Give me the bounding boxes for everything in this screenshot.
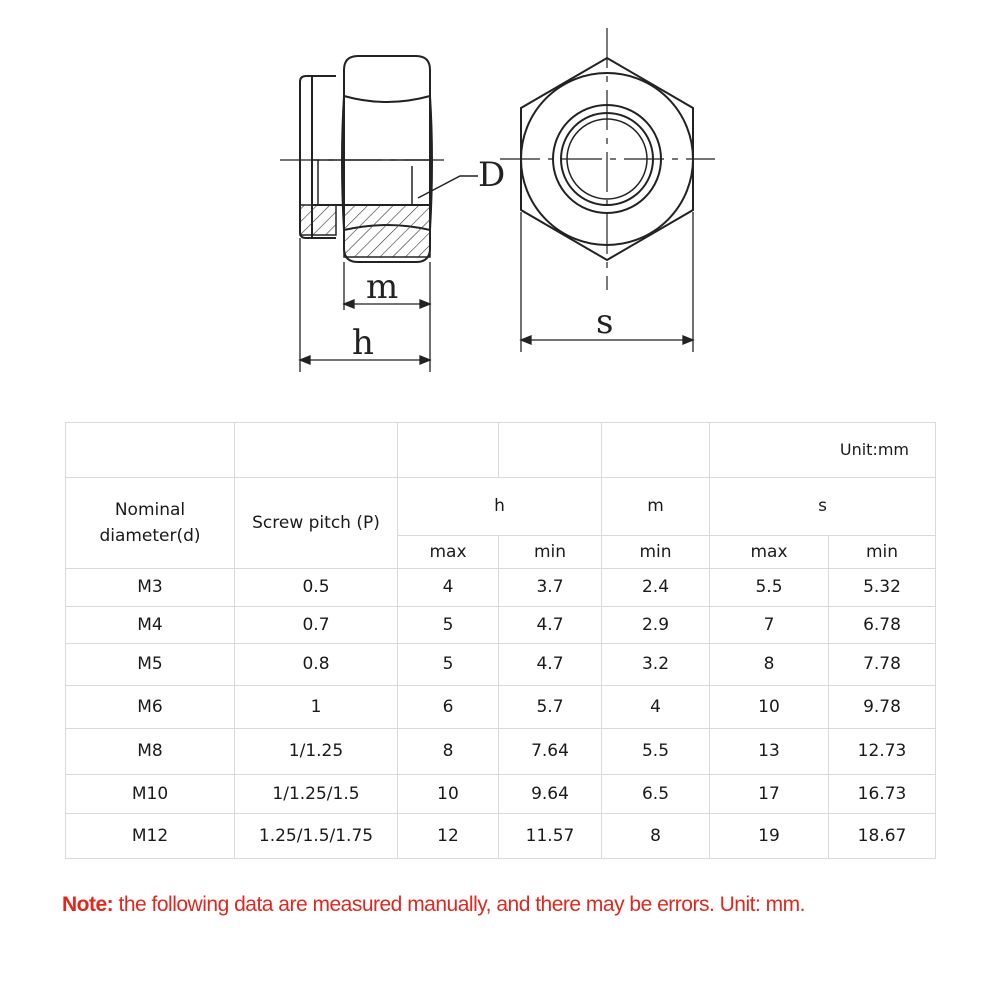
cell-h-max: 5 — [398, 644, 499, 686]
note-label: Note: — [62, 893, 114, 916]
empty-cell — [235, 423, 398, 478]
header-s: s — [710, 478, 936, 536]
empty-cell — [602, 423, 710, 478]
header-s-max: max — [710, 536, 829, 569]
cell-nominal-diameter: M10 — [66, 775, 235, 814]
d-leader-line — [418, 176, 478, 198]
cell-s-max: 5.5 — [710, 569, 829, 607]
cell-m-min: 6.5 — [602, 775, 710, 814]
table-row — [66, 686, 936, 729]
empty-cell — [66, 423, 235, 478]
cell-m-min: 2.4 — [602, 569, 710, 607]
cell-m-min: 2.9 — [602, 607, 710, 644]
unit-label: Unit:mm — [710, 423, 936, 478]
table-row — [66, 644, 936, 686]
header-m: m — [602, 478, 710, 536]
cell-nominal-diameter: M8 — [66, 729, 235, 775]
empty-cell — [398, 423, 499, 478]
table-row — [66, 814, 936, 859]
table-row — [66, 607, 936, 644]
cell-s-max: 19 — [710, 814, 829, 859]
nut-drawing-svg — [0, 0, 1000, 400]
cell-s-min: 9.78 — [829, 686, 936, 729]
cell-h-min: 9.64 — [499, 775, 602, 814]
cell-m-min: 8 — [602, 814, 710, 859]
cell-s-max: 7 — [710, 607, 829, 644]
cell-h-min: 4.7 — [499, 644, 602, 686]
nylon-section-hatch — [300, 205, 336, 235]
header-h: h — [398, 478, 602, 536]
table-row — [66, 569, 936, 607]
header-h-max: max — [398, 536, 499, 569]
cell-nominal-diameter: M6 — [66, 686, 235, 729]
spec-table — [65, 422, 936, 859]
empty-cell — [499, 423, 602, 478]
header-s-min: min — [829, 536, 936, 569]
cell-h-min: 11.57 — [499, 814, 602, 859]
cell-h-max: 12 — [398, 814, 499, 859]
cell-nominal-diameter: M5 — [66, 644, 235, 686]
table-body — [66, 569, 936, 859]
cell-screw-pitch: 0.5 — [235, 569, 398, 607]
header-row — [66, 478, 936, 536]
cell-nominal-diameter: M3 — [66, 569, 235, 607]
cell-s-min: 18.67 — [829, 814, 936, 859]
cell-h-max: 10 — [398, 775, 499, 814]
cell-s-max: 10 — [710, 686, 829, 729]
cell-s-max: 8 — [710, 644, 829, 686]
cell-s-max: 13 — [710, 729, 829, 775]
cell-screw-pitch: 1/1.25/1.5 — [235, 775, 398, 814]
label-h: h — [352, 323, 374, 363]
cell-s-min: 12.73 — [829, 729, 936, 775]
thread-section-hatch — [344, 205, 430, 257]
header-screw-pitch: Screw pitch (P) — [235, 478, 398, 569]
cell-h-min: 5.7 — [499, 686, 602, 729]
cell-screw-pitch: 1.25/1.5/1.75 — [235, 814, 398, 859]
header-nominal-diameter: Nominal diameter(d) — [66, 478, 235, 569]
cell-nominal-diameter: M12 — [66, 814, 235, 859]
cell-h-min: 4.7 — [499, 607, 602, 644]
header-h-min: min — [499, 536, 602, 569]
cell-s-min: 7.78 — [829, 644, 936, 686]
cell-nominal-diameter: M4 — [66, 607, 235, 644]
unit-row — [66, 423, 936, 478]
cell-h-max: 6 — [398, 686, 499, 729]
cell-screw-pitch: 0.7 — [235, 607, 398, 644]
note-text: the following data are measured manually, and there may be errors. Unit: mm. — [113, 893, 805, 916]
note — [62, 893, 805, 917]
cell-s-min: 6.78 — [829, 607, 936, 644]
cell-screw-pitch: 1/1.25 — [235, 729, 398, 775]
table-row — [66, 729, 936, 775]
cell-s-min: 16.73 — [829, 775, 936, 814]
cell-screw-pitch: 1 — [235, 686, 398, 729]
cell-h-min: 7.64 — [499, 729, 602, 775]
label-d: D — [478, 155, 506, 195]
label-s: s — [596, 302, 614, 342]
label-m: m — [366, 267, 399, 307]
cell-s-min: 5.32 — [829, 569, 936, 607]
cell-h-min: 3.7 — [499, 569, 602, 607]
cell-m-min: 3.2 — [602, 644, 710, 686]
cell-m-min: 4 — [602, 686, 710, 729]
cell-screw-pitch: 0.8 — [235, 644, 398, 686]
header-m-min: min — [602, 536, 710, 569]
technical-drawing — [0, 0, 1000, 400]
cell-s-max: 17 — [710, 775, 829, 814]
cell-h-max: 4 — [398, 569, 499, 607]
cell-h-max: 8 — [398, 729, 499, 775]
table-row — [66, 775, 936, 814]
cell-h-max: 5 — [398, 607, 499, 644]
cell-m-min: 5.5 — [602, 729, 710, 775]
